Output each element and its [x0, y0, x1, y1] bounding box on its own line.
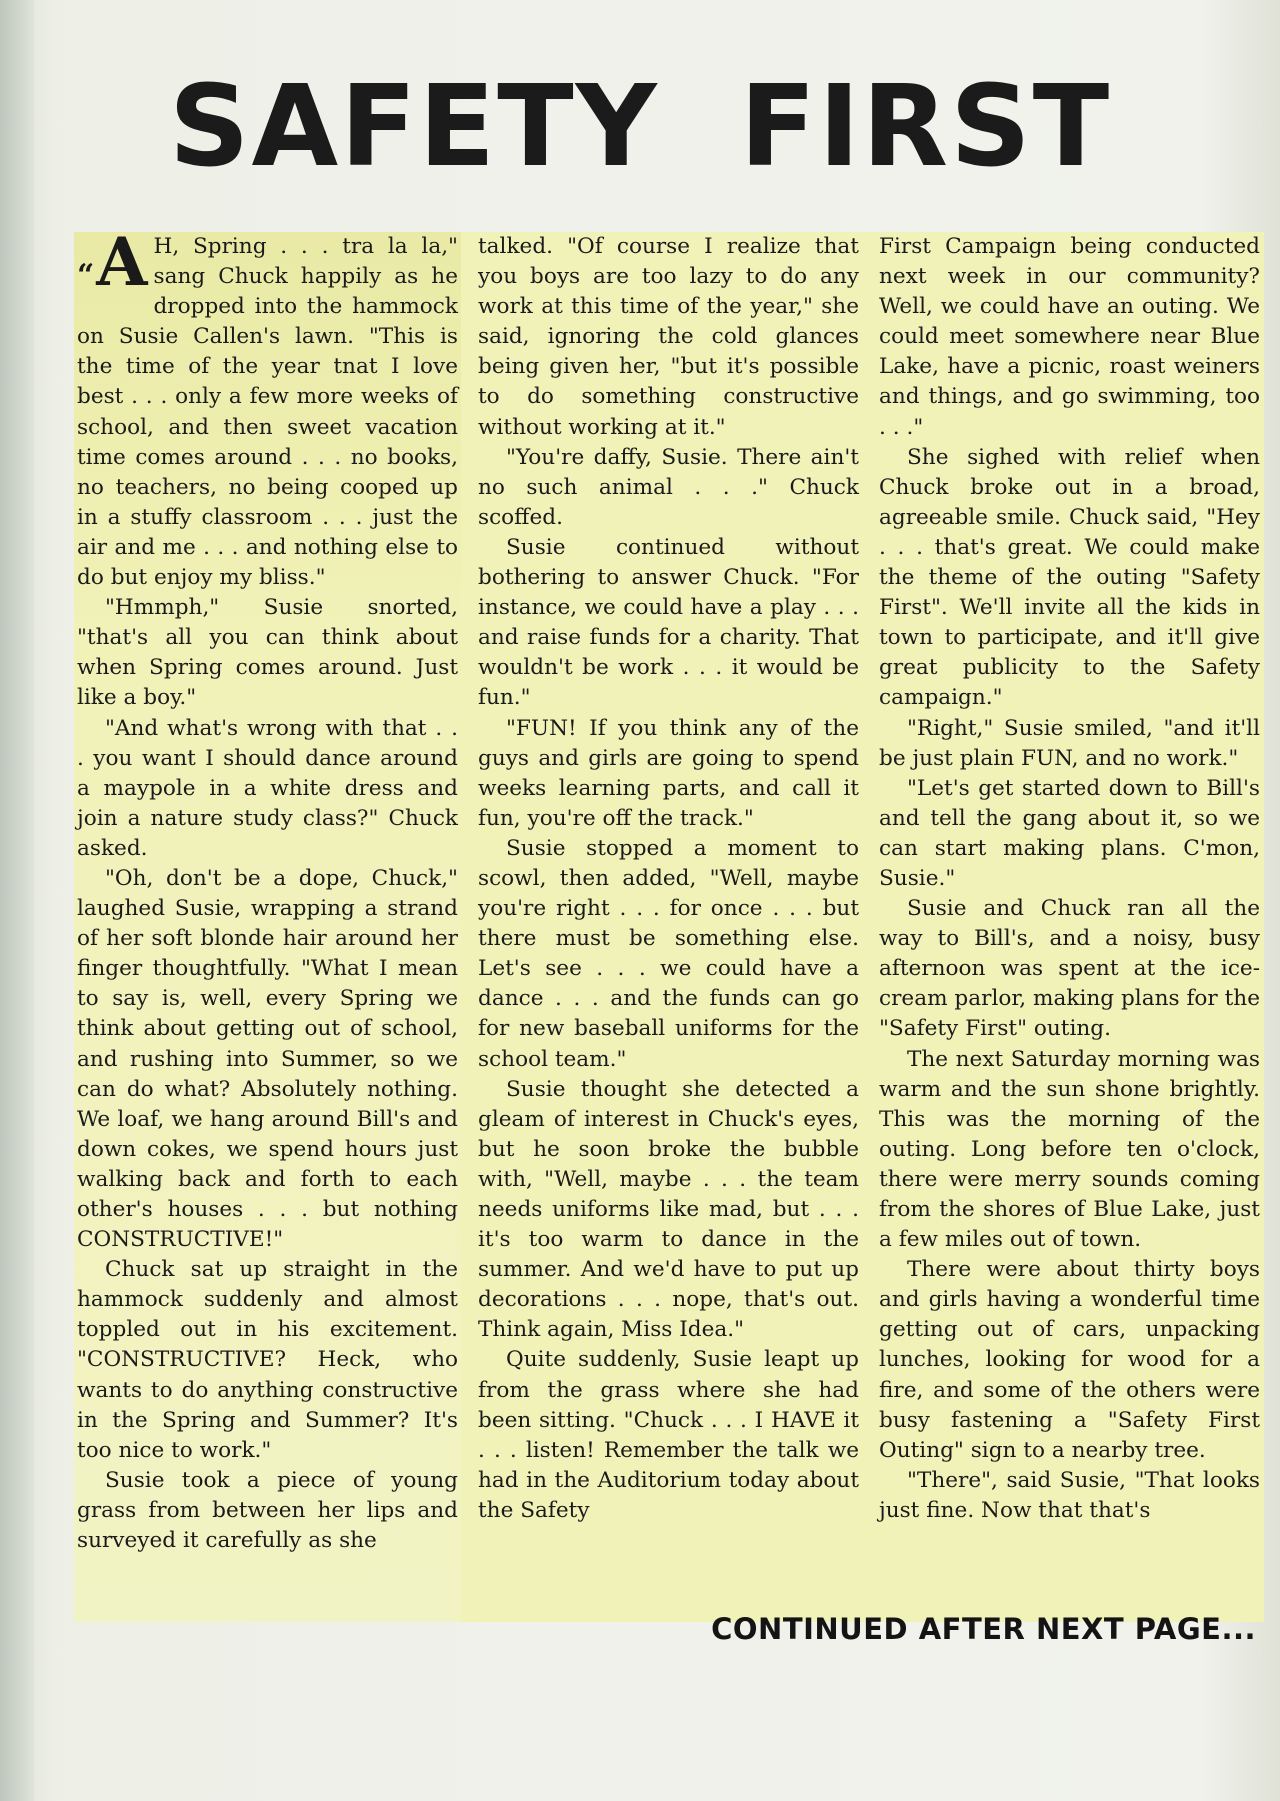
paragraph: Susie and Chuck ran all the way to Bill's, and a noisy, busy afternoon was spent at the ice-cream parlor, making plans for the "Safety First" outing. — [879, 896, 1260, 1042]
continued-notice: CONTINUED AFTER NEXT PAGE... — [711, 1612, 1256, 1646]
text-column-3 — [876, 232, 1263, 1622]
text-column-2 — [475, 232, 862, 1622]
paragraph: First Campaign being conducted next week in our community? Well, we could have an outing. We could meet somewhere near Blue Lake, have a picnic, roast weiners and things, and go swimming, too . . ." — [879, 234, 1260, 440]
paragraph: Susie stopped a moment to scowl, then added, "Well, maybe you're right . . . for once . . . but there must be something else. Let's see . . . we could have a dance . . . and the funds can go for new baseball uniforms for the school team." — [478, 835, 859, 1072]
paragraph: "You're daffy, Susie. There ain't no such animal . . ." Chuck scoffed. — [478, 444, 859, 530]
paragraph: "And what's wrong with that . . . you want I should dance around a maypole in a white dress and join a nature study class?" Chuck asked. — [77, 715, 458, 861]
paragraph: “A H, Spring . . . tra la la," sang Chuck happily as he dropped into the hammock on Susie Callen's lawn. "This is the time of the year tnat I love best . . . only a few more weeks of school, and then sweet vacation time comes around . . . no books, no teachers, no being cooped up in a stuffy classroom . . . just the air and me . . . and nothing else to do but enjoy my bliss." — [77, 232, 458, 591]
drop-cap: “A — [77, 232, 148, 301]
paragraph: "Oh, don't be a dope, Chuck," laughed Susie, wrapping a strand of her soft blonde hair around her finger thoughtfully. "What I mean to say is, well, every Spring we think about getting out of school, and rushing into Summer, so we can do what? Absolutely nothing. We loaf, we hang around Bill's and down cokes, we spend hours just walking back and forth to each other's houses . . . but nothing CONSTRUCTIVE!" — [77, 865, 458, 1253]
paragraph: "FUN! If you think any of the guys and girls are going to spend weeks learning parts, and call it fun, you're off the track." — [478, 715, 859, 831]
paragraph: "Let's get started down to Bill's and tell the gang about it, so we can start making plans. C'mon, Susie." — [879, 775, 1260, 891]
paragraph: There were about thirty boys and girls having a wonderful time getting out of cars, unpacking lunches, looking for wood for a fire, and some of the others were busy fastening a "Safety First Outing" sign to a nearby tree. — [879, 1257, 1260, 1463]
paragraph: Quite suddenly, Susie leapt up from the grass where she had been sitting. "Chuck . . . I HAVE it . . . listen! Remember the talk we had in the Auditorium today about the Safety — [478, 1347, 859, 1523]
paragraph: "Hmmph," Susie snorted, "that's all you can think about when Spring comes around. Just like a boy." — [77, 595, 458, 711]
paragraph: She sighed with relief when Chuck broke out in a broad, agreeable smile. Chuck said, "Hey . . . that's great. We could make the theme of the outing "Safety First". We'll invite all the kids in town to participate, and it'll give great publicity to the Safety campaign." — [879, 444, 1260, 711]
paragraph: Susie took a piece of young grass from between her lips and surveyed it carefully as she — [77, 1467, 458, 1554]
paragraph: "There", said Susie, "That looks just fine. Now that that's — [879, 1467, 1260, 1523]
paragraph: Chuck sat up straight in the hammock suddenly and almost toppled out in his excitement. "CONSTRUCTIVE? Heck, who wants to do anything constructive in the Spring and Summer? It's too nice to work." — [77, 1257, 458, 1463]
paragraph: "Right," Susie smiled, "and it'll be just plain FUN, and no work." — [879, 715, 1260, 771]
paragraph: talked. "Of course I realize that you boys are too lazy to do any work at this time of the year," she said, ignoring the cold glances being given her, "but it's possible to do something constructive without working at it." — [478, 234, 859, 440]
page-edge — [0, 0, 34, 1801]
paragraph: The next Saturday morning was warm and the sun shone brightly. This was the morning of the outing. Long before ten o'clock, there were merry sounds coming from the shores of Blue Lake, just a few miles out of town. — [879, 1046, 1260, 1253]
text-column-1 — [74, 232, 461, 1622]
paragraph: Susie continued without bothering to answer Chuck. "For instance, we could have a play . . . and raise funds for a charity. That wouldn't be work . . . it would be fun." — [478, 534, 859, 711]
story-body — [74, 232, 1264, 1622]
story-title: SAFETY FIRST — [168, 62, 1112, 192]
paragraph: Susie thought she detected a gleam of interest in Chuck's eyes, but he soon broke the bubble with, "Well, maybe . . . the team needs uniforms like mad, but . . . it's too warm to dance in the summer. And we'd have to put up decorations . . . nope, that's out. Think again, Miss Idea." — [478, 1076, 859, 1343]
